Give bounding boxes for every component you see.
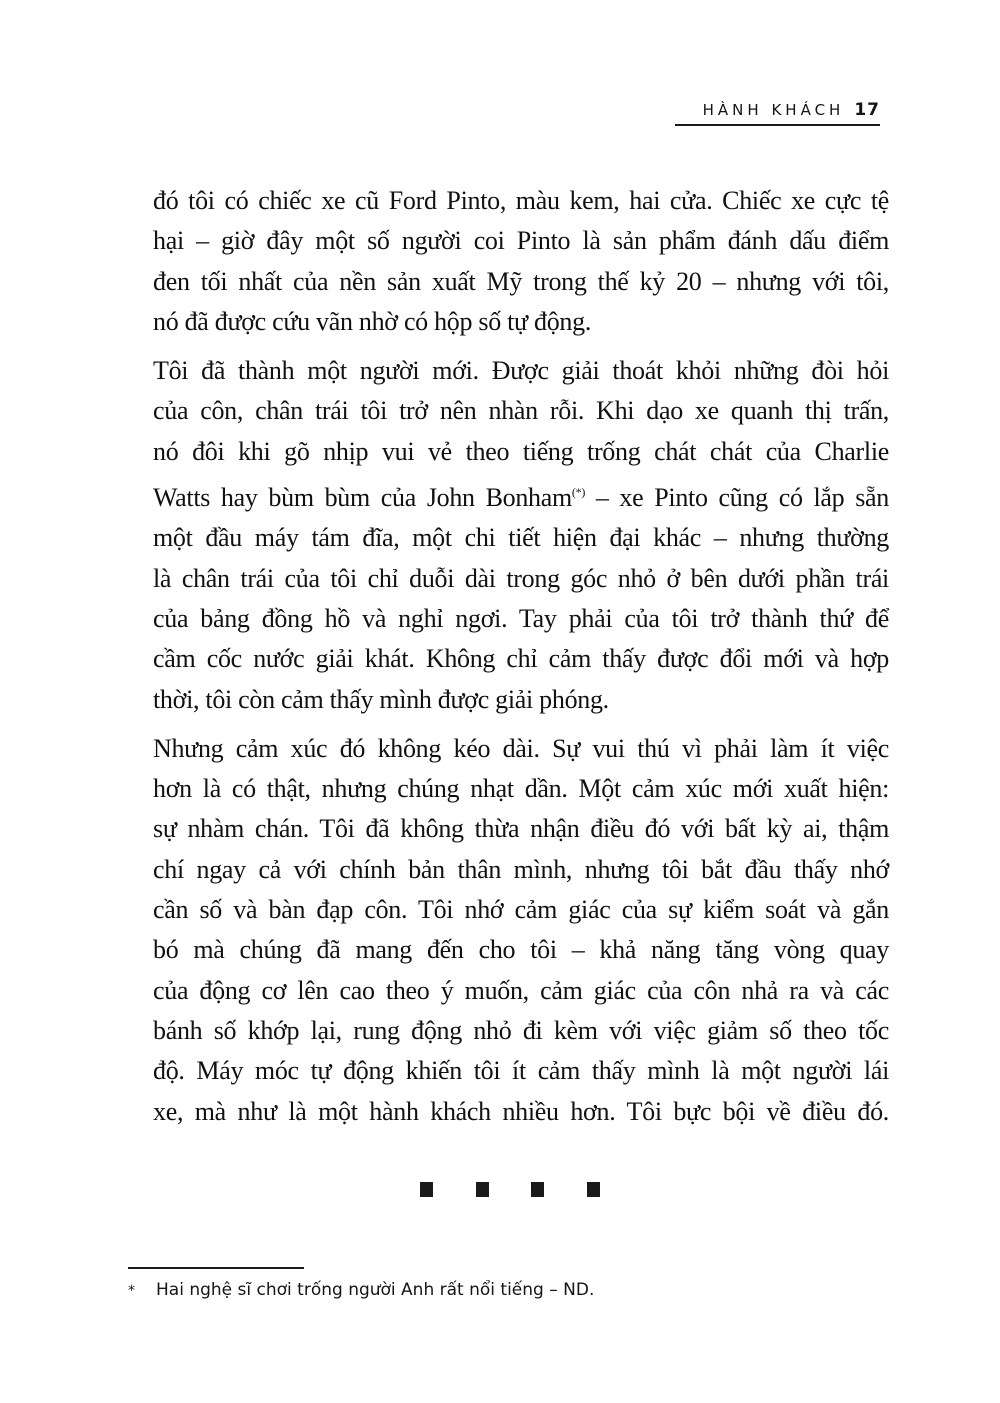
text-fragment: Watts hay bùm bùm của John Bonham <box>153 483 572 513</box>
footnote-marker: * <box>128 1283 135 1299</box>
text-line: thời, tôi còn cảm thấy mình được giải phóng. <box>153 684 609 714</box>
text-line: Nhưng cảm xúc đó không kéo dài. Sự vui thú vì phải làm ít việc <box>153 733 889 763</box>
text-line: xe, mà như là một hành khách nhiều hơn. Tôi bực bội về điều đó. <box>153 1096 889 1126</box>
text-line: nó đôi khi gõ nhịp vui vẻ theo tiếng trống chát chát của Charlie <box>153 436 889 466</box>
text-line: hại – giờ đây một số người coi Pinto là sản phẩm đánh dấu điểm <box>153 226 889 256</box>
header-rule <box>675 124 880 126</box>
footnote-reference[interactable]: (*) <box>571 485 586 500</box>
text-line: độ. Máy móc tự động khiến tôi ít cảm thấy mình là một người lái <box>153 1056 889 1086</box>
square-ornament-icon <box>476 1182 489 1197</box>
text-line: Tôi đã thành một người mới. Được giải thoát khỏi những đòi hỏi <box>153 356 889 386</box>
running-head <box>648 100 880 120</box>
text-line: của bảng đồng hồ và nghỉ ngơi. Tay phải của tôi trở thành thứ để <box>153 603 889 633</box>
footnote-rule <box>128 1267 304 1269</box>
text-line-with-footnote <box>153 472 889 518</box>
section-break <box>420 1182 600 1197</box>
footnote <box>128 1280 594 1300</box>
text-fragment: – xe Pinto cũng có lắp sẵn <box>585 483 889 513</box>
text-line: sự nhàm chán. Tôi đã không thừa nhận điều đó với bất kỳ ai, thậm <box>153 814 889 844</box>
square-ornament-icon <box>420 1182 433 1197</box>
text-line: cầm cốc nước giải khát. Không chỉ cảm thấy được đổi mới và hợp <box>153 644 889 674</box>
square-ornament-icon <box>531 1182 544 1197</box>
footnote-text: Hai nghệ sĩ chơi trống người Anh rất nổi tiếng – ND. <box>156 1280 595 1300</box>
text-line: của côn, chân trái tôi trở nên nhàn rỗi. Khi dạo xe quanh thị trấn, <box>153 396 889 426</box>
square-ornament-icon <box>587 1182 600 1197</box>
text-line: một đầu máy tám đĩa, một chi tiết hiện đại khác – nhưng thường <box>153 523 889 553</box>
paragraph-1 <box>153 181 889 342</box>
text-line: bó mà chúng đã mang đến cho tôi – khả năng tăng vòng quay <box>153 935 889 965</box>
page-number: 17 <box>854 100 880 120</box>
text-line: đen tối nhất của nền sản xuất Mỹ trong thế kỷ 20 – nhưng với tôi, <box>153 266 889 296</box>
paragraph-2 <box>153 351 889 720</box>
text-line: chí ngay cả với chính bản thân mình, nhưng tôi bắt đầu thấy nhớ <box>153 854 889 884</box>
paragraph-3 <box>153 729 889 1132</box>
text-line: cần số và bàn đạp côn. Tôi nhớ cảm giác của sự kiểm soát và gắn <box>153 895 889 925</box>
text-line: là chân trái của tôi chỉ duỗi dài trong góc nhỏ ở bên dưới phần trái <box>153 563 889 593</box>
text-line: đó tôi có chiếc xe cũ Ford Pinto, màu kem, hai cửa. Chiếc xe cực tệ <box>153 186 889 215</box>
body-text <box>153 181 889 1132</box>
text-line: hơn là có thật, nhưng chúng nhạt dần. Một cảm xúc mới xuất hiện: <box>153 774 889 804</box>
text-line: nó đã được cứu vãn nhờ có hộp số tự động. <box>153 306 592 336</box>
text-line: bánh số khớp lại, rung động nhỏ đi kèm với việc giảm số theo tốc <box>153 1015 889 1045</box>
text-line: của động cơ lên cao theo ý muốn, cảm giác của côn nhả ra và các <box>153 975 889 1005</box>
running-head-title: HÀNH KHÁCH <box>702 101 845 119</box>
